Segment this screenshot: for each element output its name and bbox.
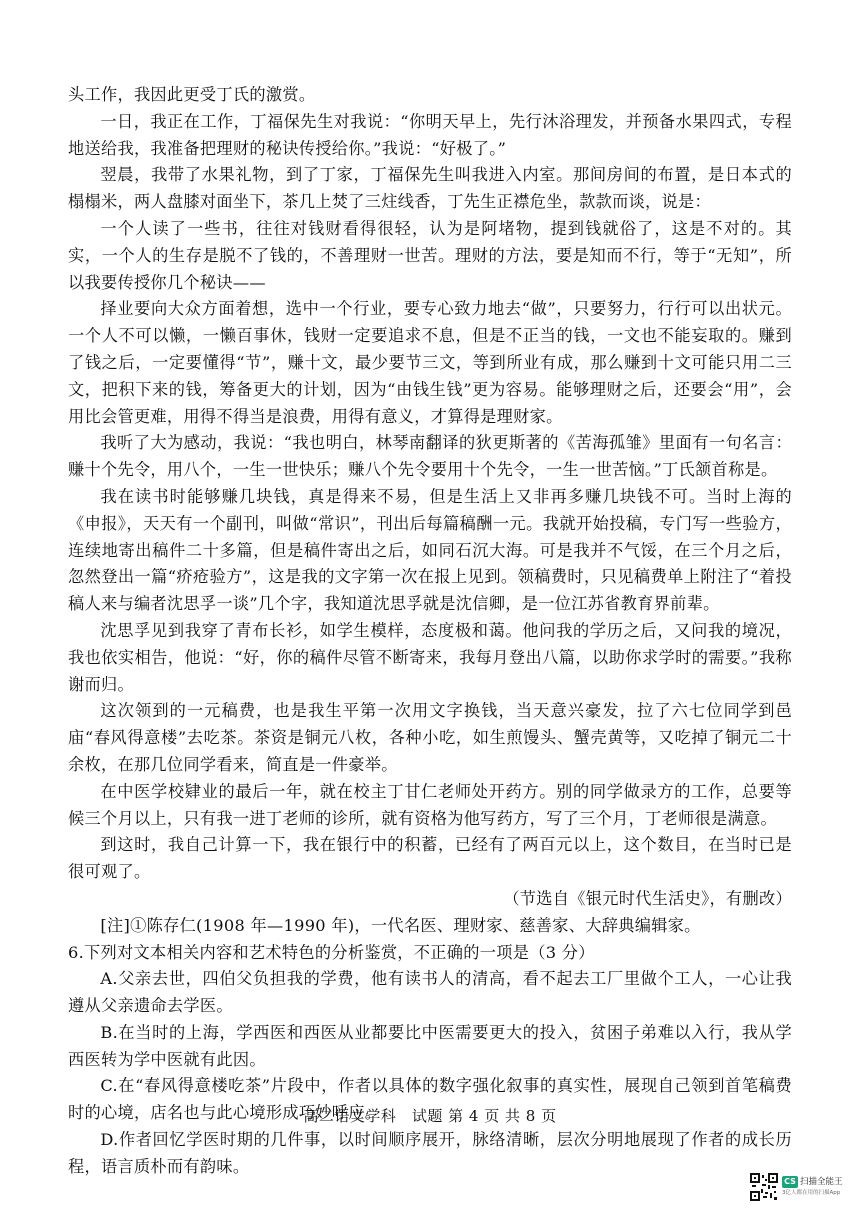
passage-paragraph-1: 头工作，我因此更受丁氏的激赏。 [68,85,316,104]
passage-paragraph-4: 一个人读了一些书，往往对钱财看得很轻，认为是阿堵物，提到钱就俗了，这是不对的。其实，一个人的生存是脱不了钱的，不善理财一世苦。理财的方法，要是知而不行，等于“无知”，所以我要传授你几个秘诀—— [68,218,792,292]
passage-paragraph-10: 在中医学校肄业的最后一年，就在校主丁甘仁老师处开药方。别的同学做录方的工作，总要等候三个月以上，只有我一进丁老师的诊所，就有资格为他写药方，写了三个月，丁老师很是满意。 [68,781,792,828]
question-6-option-a: A.父亲去世，四伯父负担我的学费，他有读书人的清高，看不起去工厂里做个工人，一心让我遵从父亲遗命去学医。 [68,969,792,1016]
qr-code-icon [750,1173,778,1201]
question-6-option-b: B.在当时的上海，学西医和西医从业都要比中医需要更大的投入，贫困子弟难以入行，我从学西医转为学中医就有此因。 [68,1022,792,1069]
question-6-option-d: D.作者回忆学医时期的几件事，以时间顺序展开，脉络清晰，层次分明地展现了作者的成长历程，语言质朴而有韵味。 [68,1130,792,1176]
scanner-title: 扫描全能王 [800,1177,843,1187]
scanner-subtitle: 3亿人都在用的扫描App [782,1190,841,1196]
camscanner-logo-icon: CS [782,1176,798,1188]
source-citation: （节选自《银元时代生活史》，有删改） [503,888,792,908]
footnote: [注]①陈存仁(1908 年—1990 年)，一代名医、理财家、慈善家、大辞典编辑家。 [100,915,701,935]
passage-paragraph-6: 我听了大为感动，我说：“我也明白，林琴南翻译的狄更斯著的《苦海孤雏》里面有一句名言：赚十个先令，用八个，一生一世快乐；赚八个先令要用十个先令，一生一世苦恼。”丁氏颔首称是。 [68,433,792,480]
passage-paragraph-11: 到这时，我自己计算一下，我在银行中的积蓄，已经有了两百元以上，这个数目，在当时已是很可观了。 [68,835,792,882]
page-footer: 高二语文学科 试题 第 4 页 共 8 页 [303,1107,557,1125]
passage-paragraph-7: 我在读书时能够赚几块钱，真是得来不易，但是生活上又非再多赚几块钱不可。当时上海的《申报》，天天有一个副刊，叫做“常识”，刊出后每篇稿酬一元。我就开始投稿，专门写一些验方，连续地寄出稿件二十多篇，但是稿件寄出之后，如同石沉大海。可是我并不气馁，在三个月之后，忽然登出一篇“疥疮验方”，这是我的文字第一次在报上见到。领稿费时，只见稿费单上附注了“着投稿人来与编者沈思孚一谈”几个字，我知道沈思孚就是沈信卿，是一位江苏省教育界前辈。 [68,486,792,614]
reading-passage [68,82,792,1181]
passage-paragraph-2: 一日，我正在工作，丁福保先生对我说：“你明天早上，先行沐浴理发，并预备水果四式，专程地送给我，我准备把理财的秘诀传授给你。”我说：“好极了。” [68,111,792,158]
passage-paragraph-9: 这次领到的一元稿费，也是我生平第一次用文字换钱，当天意兴豪发，拉了六七位同学到邑庙“春风得意楼”去吃茶。茶资是铜元八枚，各种小吃，如生煎馒头、蟹壳黄等，又吃掉了铜元二十余枚，在那几位同学看来，简直是一件豪举。 [68,701,792,774]
passage-paragraph-8: 沈思孚见到我穿了青布长衫，如学生模样，态度极和蔼。他问我的学历之后，又问我的境况，我也依实相告，他说：“好，你的稿件尽管不断寄来，我每月登出八篇，以助你求学时的需要。”我称谢而归。 [68,620,792,694]
question-6-stem: 6.下列对文本相关内容和艺术特色的分析鉴赏，不正确的一项是（3 分） [68,942,595,962]
scanner-watermark [750,1170,844,1204]
question-6-option-c: C.在“春风得意楼吃茶”片段中，作者以具体的数字强化叙事的真实性，展现自己领到首笔稿费时的心境，店名也与此心境形成巧妙呼应。 [68,1076,792,1123]
passage-paragraph-5: 择业要向大众方面着想，选中一个行业，要专心致力地去“做”，只要努力，行行可以出状元。一个人不可以懒，一懒百事休，钱财一定要追求不息，但是不正当的钱，一文也不能妄取的。赚到了钱之后，一定要懂得“节”，赚十文，最少要节三文，等到所业有成，那么赚到十文可能只用二三文，把积下来的钱，筹备更大的计划，因为“由钱生钱”更为容易。能够理财之后，还要会“用”，会用比会管更难，用得不得当是浪费，用得有意义，才算得是理财家。 [68,299,792,426]
passage-paragraph-3: 翌晨，我带了水果礼物，到了丁家，丁福保先生叫我进入内室。那间房间的布置，是日本式的榻榻米，两人盘膝对面坐下，茶几上焚了三炷线香，丁先生正襟危坐，款款而谈，说是： [68,165,792,212]
scanner-badge-text [782,1176,843,1198]
